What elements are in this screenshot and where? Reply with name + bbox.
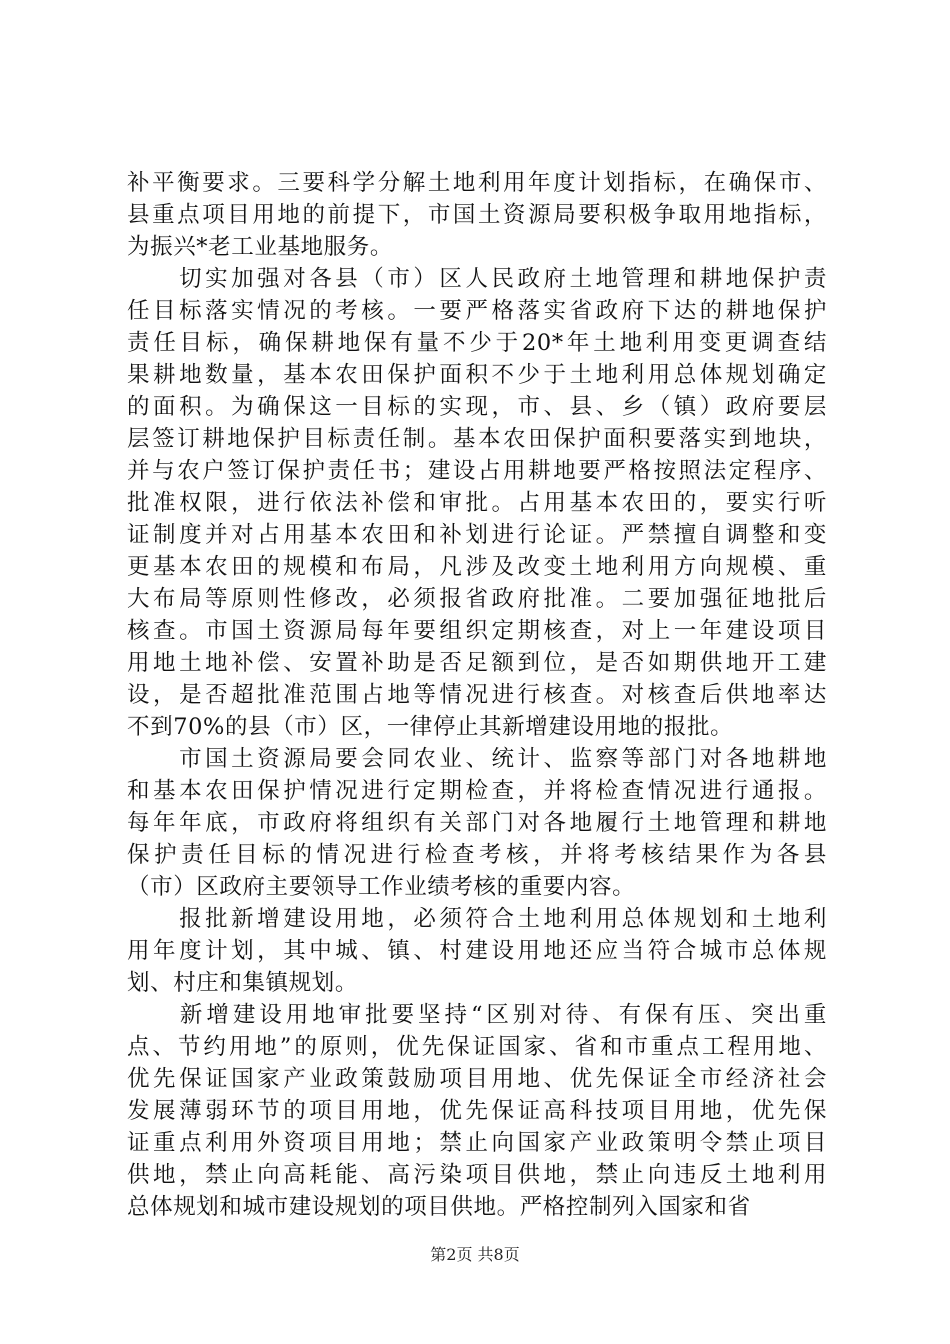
text-line: 证制度并对占用基本农田和补划进行论证。严禁擅自调整和变 — [127, 522, 827, 548]
paragraph — [127, 167, 827, 263]
text-line: 保护责任目标的情况进行检查考核，并将考核结果作为各县 — [127, 842, 827, 868]
text-line: 批准权限，进行依法补偿和审批。占用基本农田的，要实行听 — [127, 490, 827, 516]
paragraph — [127, 903, 827, 999]
text-line: 证重点利用外资项目用地；禁止向国家产业政策明令禁止项目 — [127, 1130, 827, 1156]
text-line: 新增建设用地审批要坚持“区别对待、有保有压、突出重 — [127, 1002, 827, 1028]
document-body — [127, 167, 827, 1223]
text-line: 发展薄弱环节的项目用地，优先保证高科技项目用地，优先保 — [127, 1098, 827, 1124]
text-line: 切实加强对各县（市）区人民政府土地管理和耕地保护责 — [127, 266, 827, 292]
paragraph — [127, 999, 827, 1223]
text-line: 点、节约用地”的原则，优先保证国家、省和市重点工程用地、 — [127, 1034, 827, 1060]
text-line: 责任目标，确保耕地保有量不少于20*年土地利用变更调查结 — [127, 330, 827, 356]
text-line: 的面积。为确保这一目标的实现，市、县、乡（镇）政府要层 — [127, 394, 827, 420]
text-line: 总体规划和城市建设规划的项目供地。严格控制列入国家和省 — [127, 1194, 751, 1220]
text-line: 用地土地补偿、安置补助是否足额到位，是否如期供地开工建 — [127, 650, 827, 676]
paragraph — [127, 263, 827, 743]
text-line: 市国土资源局要会同农业、统计、监察等部门对各地耕地 — [127, 746, 827, 772]
text-line: 不到70%的县（市）区，一律停止其新增建设用地的报批。 — [127, 714, 734, 740]
text-line: 更基本农田的规模和布局，凡涉及改变土地利用方向规模、重 — [127, 554, 827, 580]
text-line: （市）区政府主要领导工作业绩考核的重要内容。 — [127, 874, 636, 900]
text-line: 层签订耕地保护目标责任制。基本农田保护面积要落实到地块， — [127, 426, 827, 452]
text-line: 设，是否超批准范围占地等情况进行核查。对核查后供地率达 — [127, 682, 827, 708]
text-line: 供地，禁止向高耗能、高污染项目供地，禁止向违反土地利用 — [127, 1162, 827, 1188]
text-line: 补平衡要求。三要科学分解土地利用年度计划指标，在确保市、 — [127, 170, 827, 196]
text-line: 划、村庄和集镇规划。 — [127, 970, 359, 996]
text-line: 核查。市国土资源局每年要组织定期核查，对上一年建设项目 — [127, 618, 827, 644]
text-line: 任目标落实情况的考核。一要严格落实省政府下达的耕地保护 — [127, 298, 827, 324]
text-line: 并与农户签订保护责任书；建设占用耕地要严格按照法定程序、 — [127, 458, 827, 484]
text-line: 用年度计划，其中城、镇、村建设用地还应当符合城市总体规 — [127, 938, 827, 964]
text-line: 优先保证国家产业政策鼓励项目用地、优先保证全市经济社会 — [127, 1066, 827, 1092]
text-line: 报批新增建设用地，必须符合土地利用总体规划和土地利 — [127, 906, 827, 932]
paragraph — [127, 743, 827, 903]
page-number-footer: 第2页 共8页 — [430, 1245, 520, 1264]
text-line: 每年年底，市政府将组织有关部门对各地履行土地管理和耕地 — [127, 810, 827, 836]
text-line: 为振兴*老工业基地服务。 — [127, 234, 393, 260]
text-line: 大布局等原则性修改，必须报省政府批准。二要加强征地批后 — [127, 586, 827, 612]
text-line: 和基本农田保护情况进行定期检查，并将检查情况进行通报。 — [127, 778, 827, 804]
text-line: 县重点项目用地的前提下，市国土资源局要积极争取用地指标， — [127, 202, 827, 228]
text-line: 果耕地数量，基本农田保护面积不少于土地利用总体规划确定 — [127, 362, 827, 388]
